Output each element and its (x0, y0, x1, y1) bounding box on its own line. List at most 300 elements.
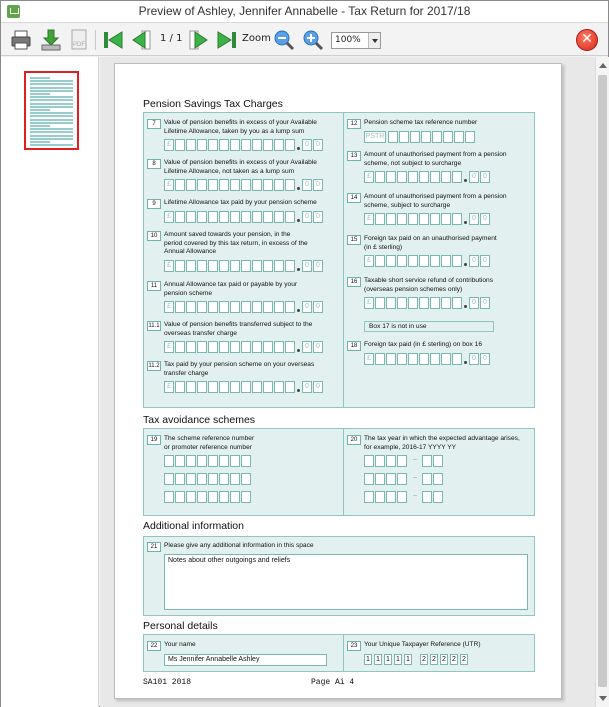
digit-box[interactable] (397, 255, 407, 267)
digit-box[interactable] (197, 341, 207, 353)
digit-box[interactable] (230, 491, 240, 503)
amount-field[interactable] (364, 297, 514, 309)
digit-box[interactable] (241, 381, 251, 393)
digit-box[interactable] (399, 131, 409, 143)
digit-box[interactable] (230, 211, 240, 223)
digit-box[interactable] (230, 473, 240, 485)
pence-box[interactable]: 0 (302, 211, 312, 223)
thumbnail-line (30, 122, 73, 124)
digit-box[interactable] (397, 353, 407, 365)
thumbnail-line (30, 135, 73, 137)
section-title-additional: Additional information (143, 520, 244, 532)
pstr-field[interactable] (364, 131, 524, 143)
pence-box[interactable]: 0 (313, 211, 323, 223)
question-number: 15 (347, 235, 361, 245)
digit-box[interactable] (263, 381, 273, 393)
digit-box[interactable] (197, 473, 207, 485)
digit-box[interactable] (386, 353, 396, 365)
last-page-icon[interactable] (215, 28, 239, 52)
digit-box[interactable] (186, 211, 196, 223)
digit-box[interactable] (274, 211, 284, 223)
document-page (114, 63, 562, 699)
digit-box[interactable] (186, 381, 196, 393)
digit-box[interactable] (252, 381, 262, 393)
question-text: overseas transfer charge (164, 329, 237, 337)
question-number: 18 (347, 341, 361, 351)
digit-box[interactable] (274, 260, 284, 272)
utr-digit: 2 (440, 654, 448, 665)
digit-box[interactable] (364, 455, 374, 467)
tax-year-field[interactable] (364, 455, 454, 467)
digit-box[interactable] (208, 381, 218, 393)
amount-field[interactable] (164, 139, 320, 151)
thumbnail-line (30, 93, 50, 95)
digit-box[interactable] (241, 341, 251, 353)
question-text: Value of pension benefits in excess of your Available (164, 159, 317, 166)
amount-field[interactable] (164, 381, 320, 393)
digit-box[interactable] (430, 171, 440, 183)
digit-box[interactable] (397, 491, 407, 503)
decimal-point (297, 219, 300, 222)
digit-box[interactable] (386, 255, 396, 267)
digit-box[interactable] (263, 139, 273, 151)
question-number: 21 (147, 542, 161, 552)
question-number: 11 (147, 281, 161, 291)
digit-box[interactable] (219, 381, 229, 393)
digit-box[interactable] (397, 473, 407, 485)
digit-box[interactable] (208, 139, 218, 151)
digit-box[interactable] (197, 301, 207, 313)
question-number: 20 (347, 435, 361, 445)
digit-box[interactable] (208, 491, 218, 503)
question-number: 10 (147, 231, 161, 241)
digit-box[interactable] (175, 491, 185, 503)
digit-box[interactable] (252, 260, 262, 272)
digit-box[interactable] (274, 139, 284, 151)
scroll-up-icon[interactable] (599, 63, 607, 68)
digit-box[interactable] (186, 139, 196, 151)
digit-box[interactable] (430, 297, 440, 309)
digit-box[interactable] (241, 473, 251, 485)
thumbnail-line (30, 141, 50, 143)
digit-box[interactable] (386, 297, 396, 309)
digit-box[interactable] (219, 211, 229, 223)
digit-box[interactable] (375, 455, 385, 467)
digit-box[interactable] (197, 139, 207, 151)
pence-box[interactable]: 0 (480, 255, 490, 267)
digit-box[interactable] (208, 260, 218, 272)
digit-box[interactable] (422, 473, 432, 485)
digit-box[interactable] (364, 491, 374, 503)
digit-box[interactable] (397, 213, 407, 225)
digit-box[interactable] (263, 260, 273, 272)
digit-box[interactable] (197, 455, 207, 467)
digit-box[interactable] (433, 491, 443, 503)
pence-box[interactable]: 0 (313, 381, 323, 393)
amount-field[interactable] (164, 341, 320, 353)
utr-digit: 2 (430, 654, 438, 665)
digit-box[interactable] (422, 455, 432, 467)
digit-box[interactable] (419, 255, 429, 267)
digit-box[interactable] (441, 255, 451, 267)
save-icon[interactable] (39, 28, 63, 52)
digit-box[interactable] (419, 213, 429, 225)
zoom-select[interactable] (331, 32, 381, 49)
window-title: Preview of Ashley, Jennifer Annabelle - Tax Return for 2017/18 (138, 4, 471, 18)
zoom-out-icon[interactable] (272, 28, 296, 52)
digit-box[interactable] (208, 341, 218, 353)
question-text: scheme, not subject to surcharge (364, 159, 462, 167)
digit-box[interactable] (252, 341, 262, 353)
digit-box[interactable] (441, 297, 451, 309)
digit-box[interactable] (186, 341, 196, 353)
pence-box[interactable]: 0 (480, 171, 490, 183)
utr-field[interactable] (364, 654, 494, 666)
digit-box[interactable] (375, 473, 385, 485)
amount-field[interactable] (364, 255, 514, 267)
digit-box[interactable] (452, 171, 462, 183)
thumbnail-line (30, 99, 73, 101)
avoidance-panel (143, 428, 535, 516)
digit-box[interactable] (430, 213, 440, 225)
tax-year-field[interactable] (364, 473, 454, 485)
digit-box[interactable] (452, 297, 462, 309)
digit-box[interactable] (252, 179, 262, 191)
digit-box[interactable] (252, 139, 262, 151)
decimal-point (297, 349, 300, 352)
digit-box[interactable] (175, 139, 185, 151)
utr-digit: 1 (394, 654, 402, 665)
digit-box[interactable] (164, 473, 174, 485)
thumbnail-line (30, 125, 50, 127)
section-title-pension: Pension Savings Tax Charges (143, 98, 283, 110)
decimal-point (297, 268, 300, 271)
currency-box: £ (364, 353, 374, 365)
question-text: Lifetime Allowance, taken by you as a lump sum (164, 127, 305, 135)
pence-box[interactable]: 0 (469, 297, 479, 309)
digit-box[interactable] (186, 455, 196, 467)
digit-box[interactable] (452, 213, 462, 225)
digit-box[interactable] (375, 297, 385, 309)
digit-box[interactable] (430, 353, 440, 365)
digit-box[interactable] (397, 297, 407, 309)
section-title-personal: Personal details (143, 620, 218, 632)
scroll-down-icon[interactable] (599, 696, 607, 701)
question-text: Annual Allowance tax paid or payable by your (164, 281, 298, 288)
question-text: or promoter reference number (164, 443, 252, 451)
svg-text:PDF: PDF (73, 42, 85, 48)
question-number: 12 (347, 119, 361, 129)
digit-box[interactable] (408, 255, 418, 267)
digit-box[interactable] (285, 139, 295, 151)
digit-box[interactable] (263, 301, 273, 313)
amount-field[interactable] (164, 179, 320, 191)
thumbnail-pane (1, 57, 99, 707)
digit-box[interactable] (419, 297, 429, 309)
thumbnail-line (30, 87, 73, 89)
question-text: Amount of unauthorised payment from a pension (364, 151, 507, 158)
first-page-icon[interactable] (101, 28, 125, 52)
zoom-label: Zoom (242, 33, 271, 44)
question-text: Your Unique Taxpayer Reference (UTR) (364, 641, 481, 648)
digit-box[interactable] (375, 213, 385, 225)
digit-box[interactable] (175, 179, 185, 191)
digit-box[interactable] (230, 455, 240, 467)
digit-box[interactable] (375, 353, 385, 365)
digit-box[interactable] (274, 341, 284, 353)
question-text: Value of pension benefits transferred subject to the (164, 321, 313, 328)
digit-box[interactable] (263, 211, 273, 223)
digit-box[interactable] (419, 353, 429, 365)
digit-box[interactable] (175, 260, 185, 272)
digit-box[interactable] (252, 211, 262, 223)
digit-box[interactable] (241, 139, 251, 151)
digit-box[interactable] (285, 381, 295, 393)
pence-box[interactable]: 0 (480, 213, 490, 225)
digit-box[interactable] (433, 455, 443, 467)
digit-box[interactable] (433, 473, 443, 485)
digit-box[interactable] (386, 491, 396, 503)
utr-digit: 1 (384, 654, 392, 665)
digit-box[interactable] (386, 455, 396, 467)
digit-box[interactable] (408, 213, 418, 225)
digit-box[interactable] (432, 131, 442, 143)
digit-box[interactable] (441, 353, 451, 365)
digit-box[interactable] (208, 455, 218, 467)
pence-box[interactable]: 0 (302, 179, 312, 191)
title-bar (1, 1, 608, 23)
pence-box[interactable]: 0 (469, 213, 479, 225)
thumbnail-line (30, 96, 73, 98)
digit-box[interactable] (197, 211, 207, 223)
digit-box[interactable] (408, 171, 418, 183)
close-icon[interactable]: ✕ (576, 29, 598, 51)
thumbnail-line (30, 77, 50, 79)
digit-box[interactable] (175, 381, 185, 393)
digit-box[interactable] (230, 179, 240, 191)
digit-box[interactable] (186, 179, 196, 191)
digit-box[interactable] (454, 131, 464, 143)
pence-box[interactable]: 0 (480, 353, 490, 365)
pence-box[interactable]: 0 (302, 341, 312, 353)
digit-box[interactable] (285, 341, 295, 353)
currency-box: £ (164, 260, 174, 272)
digit-box[interactable] (208, 211, 218, 223)
question-text: Lifetime Allowance, not taken as a lump sum (164, 167, 295, 175)
print-icon[interactable] (9, 28, 33, 52)
question-text: transfer charge (164, 369, 209, 377)
decimal-point (464, 361, 467, 364)
pence-box[interactable]: 0 (302, 260, 312, 272)
digit-box[interactable] (197, 381, 207, 393)
digit-box[interactable] (241, 455, 251, 467)
currency-box: £ (364, 213, 374, 225)
pence-box[interactable]: 0 (313, 139, 323, 151)
page-counter: 1 / 1 (160, 33, 183, 44)
digit-box[interactable] (364, 473, 374, 485)
question-text: (overseas pension schemes only) (364, 285, 463, 293)
digit-box[interactable] (241, 491, 251, 503)
amount-field[interactable] (364, 213, 514, 225)
digit-box[interactable] (186, 301, 196, 313)
pence-box[interactable]: 0 (313, 179, 323, 191)
digit-box[interactable] (175, 211, 185, 223)
pence-box[interactable]: 0 (302, 381, 312, 393)
question-number: 7 (147, 119, 161, 129)
digit-box[interactable] (386, 213, 396, 225)
digit-box[interactable] (410, 131, 420, 143)
question-number: 11.1 (148, 323, 160, 329)
additional-info-textarea[interactable]: Notes about other outgoings and reliefs (164, 554, 528, 610)
digit-box[interactable] (422, 491, 432, 503)
page-thumbnail[interactable] (24, 71, 79, 150)
amount-field[interactable] (164, 211, 320, 223)
digit-box[interactable] (230, 301, 240, 313)
pence-box[interactable]: 0 (313, 341, 323, 353)
digit-box[interactable] (285, 211, 295, 223)
digit-box[interactable] (375, 255, 385, 267)
digit-box[interactable] (208, 179, 218, 191)
question-text: period covered by this tax return, in excess of the (164, 239, 308, 247)
digit-box[interactable] (285, 179, 295, 191)
digit-box[interactable] (408, 297, 418, 309)
next-page-icon[interactable] (187, 28, 211, 52)
section-title-avoidance: Tax avoidance schemes (143, 414, 256, 426)
digit-box[interactable] (175, 455, 185, 467)
digit-box[interactable] (285, 260, 295, 272)
zoom-in-icon[interactable] (301, 28, 325, 52)
amount-field[interactable] (364, 353, 514, 365)
scheme-reference-field[interactable] (164, 455, 264, 467)
digit-box[interactable] (441, 213, 451, 225)
digit-box[interactable] (230, 381, 240, 393)
digit-box[interactable] (419, 171, 429, 183)
digit-box[interactable] (164, 491, 174, 503)
digit-box[interactable] (230, 139, 240, 151)
pension-panel (143, 112, 535, 408)
digit-box[interactable] (230, 260, 240, 272)
utr-digit: 1 (404, 654, 412, 665)
currency-box: £ (364, 171, 374, 183)
digit-box[interactable] (219, 473, 229, 485)
digit-box[interactable] (186, 473, 196, 485)
digit-box[interactable] (452, 353, 462, 365)
digit-box[interactable] (441, 171, 451, 183)
digit-box[interactable] (208, 301, 218, 313)
previous-page-icon[interactable] (129, 28, 153, 52)
vertical-scrollbar[interactable] (595, 57, 609, 707)
decimal-point (297, 309, 300, 312)
digit-box[interactable] (186, 491, 196, 503)
digit-box[interactable] (241, 260, 251, 272)
digit-box[interactable] (175, 301, 185, 313)
digit-box[interactable] (219, 491, 229, 503)
digit-box[interactable] (430, 255, 440, 267)
digit-box[interactable] (443, 131, 453, 143)
digit-box[interactable] (197, 260, 207, 272)
question-text: Please give any additional information in this space (164, 542, 314, 549)
digit-box[interactable] (219, 139, 229, 151)
digit-box[interactable] (375, 171, 385, 183)
pence-box[interactable]: 0 (469, 353, 479, 365)
digit-box[interactable] (197, 491, 207, 503)
digit-box[interactable] (465, 131, 475, 143)
tax-year-field[interactable] (364, 491, 454, 503)
amount-field[interactable] (164, 260, 320, 272)
digit-box[interactable] (219, 341, 229, 353)
digit-box[interactable] (388, 131, 398, 143)
digit-box[interactable] (274, 381, 284, 393)
digit-box[interactable] (263, 179, 273, 191)
digit-box[interactable] (263, 341, 273, 353)
digit-box[interactable] (219, 455, 229, 467)
chevron-down-icon[interactable] (368, 33, 380, 48)
question-text: The scheme reference number (164, 435, 255, 442)
digit-box[interactable] (421, 131, 431, 143)
scheme-reference-field[interactable] (164, 491, 264, 503)
amount-field[interactable] (364, 171, 514, 183)
zoom-value: 100% (335, 35, 361, 45)
your-name-input[interactable]: Ms Jennifer Annabelle Ashley (164, 654, 327, 666)
pence-box[interactable]: 0 (302, 139, 312, 151)
digit-box[interactable] (208, 473, 218, 485)
digit-box[interactable] (285, 301, 295, 313)
digit-box[interactable] (175, 341, 185, 353)
digit-box[interactable] (219, 260, 229, 272)
digit-box[interactable] (252, 301, 262, 313)
digit-box[interactable] (241, 301, 251, 313)
digit-box[interactable] (375, 491, 385, 503)
digit-box[interactable] (274, 179, 284, 191)
digit-box[interactable] (386, 171, 396, 183)
pence-box[interactable]: 0 (469, 255, 479, 267)
dash: – (413, 492, 417, 499)
pence-box[interactable]: 0 (469, 171, 479, 183)
scheme-reference-field[interactable] (164, 473, 264, 485)
thumbnail-line (30, 106, 73, 108)
digit-box[interactable] (219, 179, 229, 191)
scroll-thumb[interactable] (598, 75, 607, 687)
digit-box[interactable] (452, 255, 462, 267)
pence-box[interactable]: 0 (313, 301, 323, 313)
additional-panel (143, 536, 535, 616)
digit-box[interactable] (397, 455, 407, 467)
digit-box[interactable] (397, 171, 407, 183)
panel-divider (343, 635, 344, 671)
digit-box[interactable] (408, 353, 418, 365)
digit-box[interactable] (175, 473, 185, 485)
digit-box[interactable] (164, 455, 174, 467)
decimal-point (297, 187, 300, 190)
digit-box[interactable] (241, 211, 251, 223)
decimal-point (297, 389, 300, 392)
digit-box[interactable] (274, 301, 284, 313)
amount-field[interactable] (164, 301, 320, 313)
pence-box[interactable]: 0 (313, 260, 323, 272)
pence-box[interactable]: 0 (302, 301, 312, 313)
digit-box[interactable] (386, 473, 396, 485)
digit-box[interactable] (197, 179, 207, 191)
digit-box[interactable] (241, 179, 251, 191)
thumbnail-line (30, 112, 73, 114)
digit-box[interactable] (186, 260, 196, 272)
digit-box[interactable] (230, 341, 240, 353)
digit-box[interactable] (219, 301, 229, 313)
question-number: 13 (347, 151, 361, 161)
pdf-icon[interactable] (67, 28, 91, 52)
pence-box[interactable]: 0 (480, 297, 490, 309)
utr-digit: 2 (450, 654, 458, 665)
